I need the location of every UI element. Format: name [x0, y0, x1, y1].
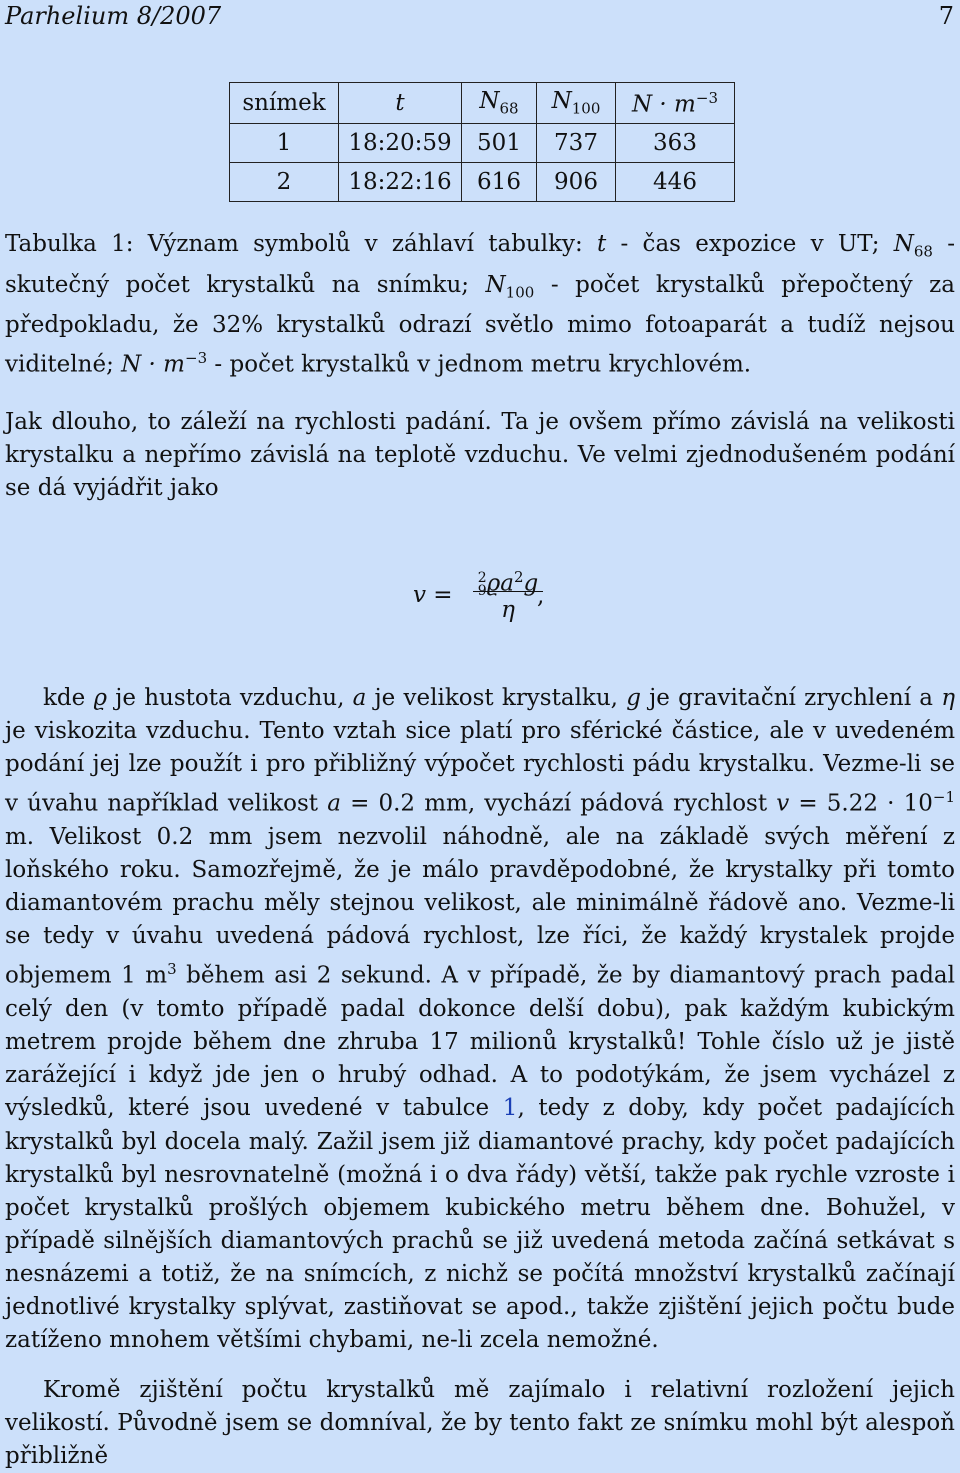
equation-denominator: η — [501, 597, 515, 623]
header-n-per-m3: $N \cdot m^{-3}$ — [616, 83, 735, 124]
table-caption: Tabulka 1: Význam symbolů v záhlaví tabulky: t - čas expozice v UT; $N_{68}$ - skutečný počet krystalků na snímku; $N_{100}$ - počet krystalků přepočtený za předpokladu, že 32% krystalků odrazí světlo mimo fotoaparát a tudíž nejsou viditelné; $N \cdot m^{-3}$ - počet krystalků v jednom metru krychlovém. — [5, 231, 955, 378]
table-cell: 737 — [537, 124, 616, 163]
table-row — [230, 124, 735, 163]
table-cell: 906 — [537, 163, 616, 202]
table-cell: 18:20:59 — [339, 124, 462, 163]
table-cell: 446 — [616, 163, 735, 202]
page-number: 7 — [938, 2, 954, 30]
equation-lhs: v = — [413, 582, 453, 608]
page-header — [5, 0, 954, 36]
header-n68: $N_{68}$ — [462, 83, 537, 124]
header-n100: $N_{100}$ — [537, 83, 616, 124]
table-reference-link[interactable]: 1 — [502, 1095, 518, 1122]
equation-numerator: 2 $9ϱa^2g$ — [477, 568, 539, 599]
equation-fraction — [468, 555, 548, 628]
header-snimek: snímek — [230, 83, 339, 124]
table-header-row — [230, 83, 735, 124]
table-cell: 1 — [230, 124, 339, 163]
paragraph-closing: Kromě zjištění počtu krystalků mě zajímalo i relativní rozložení jejich velikostí. Původně jsem se domníval, že by tento fakt ze snímku mohl být alespoň přibližně — [5, 1377, 955, 1469]
equation-comma: , — [537, 583, 545, 609]
table-cell: 363 — [616, 124, 735, 163]
paragraph-main: kde ϱ je hustota vzduchu, a je velikost krystalku, g je gravitační zrychlení a η je viskozita vzduchu. Tento vztah sice platí pro sférické částice, ale v uvedeném podání jej lze použít i pro přibližný výpočet rychlosti pádu krystalku. Vezme-li se v úvahu například velikost a = 0.2 mm, vychází pádová rychlost $v = 5.22 \cdot 10^{-1}$ m. Velikost 0.2 mm jsem nezvolil náhodně, ale na základě svých měření z loňského roku. Samozřejmě, že je málo pravděpodobné, že krystalky při tomto diamantovém prachu měly stejnou velikost, ale minimálně řádově ano. Vezme-li se tedy v úvahu uvedená pádová rychlost, lze říci, že každý krystalek projde objemem 1 $m^3$ během asi 2 sekund. A v případě, že by diamantový prach padal celý den (v tomto případě padal dokonce delší dobu), pak každým kubickým metrem projde během dne zhruba 17 milionů krystalků! Tohle číslo už je jistě zarážející i když jde jen o hrubý odhad. A to podotýkám, že jsem vycházel z výsledků, které jsou uvedené v tabulce 1, tedy z doby, kdy počet padajících krystalků byl docela malý. Zažil jsem již diamantové prachy, kdy počet padajících krystalků byl nesrovnatelně (možná i o dva řády) větší, takže pak rychle vzroste i počet krystalků prošlých objemem kubického metru během dne. Bohužel, v případě silnějších diamantových prachů se již uvedená metoda začíná setkávat s nesnázemi a totiž, že na snímcích, z nichž se počítá množství krystalků začínají jednotlivé krystalky splývat, zastiňovat se apod., takže zjištění jejich počtu bude zatíženo mnohem většími chybami, ne-li zcela nemožné. — [5, 685, 956, 1354]
paragraph-intro: Jak dlouho, to záleží na rychlosti padání. Ta je ovšem přímo závislá na velikosti krystalku a nepřímo závislá na teplotě vzduchu. Ve velmi zjednodušeném podání se dá vyjádřit jako — [5, 409, 955, 501]
data-table — [229, 82, 735, 202]
table-row — [230, 163, 735, 202]
table-cell: 501 — [462, 124, 537, 163]
journal-title: Parhelium 8/2007 — [5, 2, 222, 30]
table-cell: 616 — [462, 163, 537, 202]
table-cell: 18:22:16 — [339, 163, 462, 202]
table-cell: 2 — [230, 163, 339, 202]
two-ninths: 2 9 — [477, 569, 487, 599]
header-t: t — [339, 83, 462, 124]
